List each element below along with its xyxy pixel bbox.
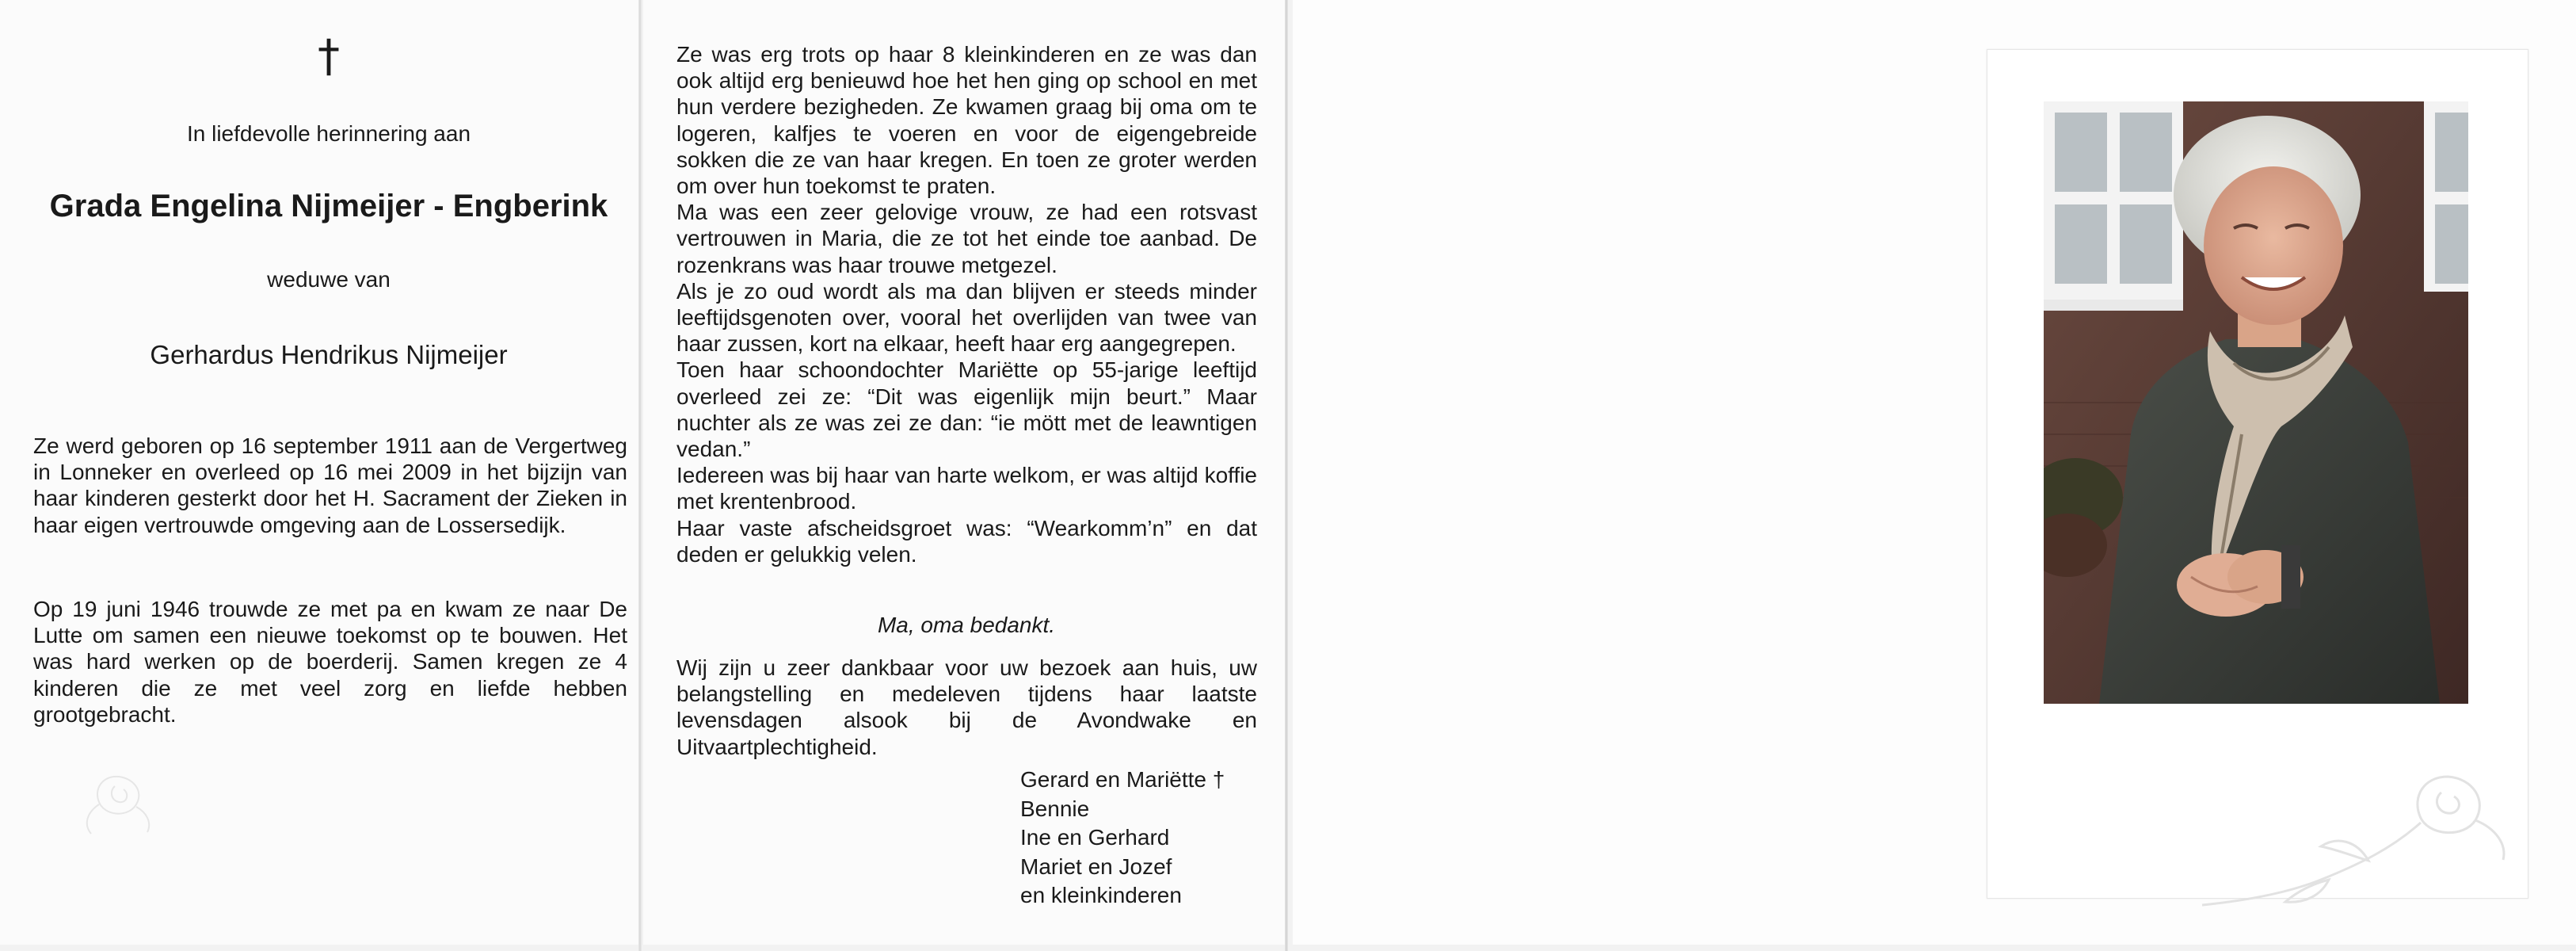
portrait-photo: [2044, 101, 2468, 704]
signer: Mariet en Jozef: [1020, 854, 1172, 879]
biography-paragraph: Toen haar schoondochter Mariëtte op 55-jarige leeftijd overleed zei ze: “Dit was eigenlijk mijn beurt.” Maar nuchter als ze was zei ze dan: “ie mött met de leawntigen vedan.”: [676, 357, 1257, 462]
signer: Gerard en Mariëtte †: [1020, 767, 1225, 792]
fold-line: [638, 0, 642, 951]
biography-paragraph: Iedereen was bij haar van harte welkom, er was altijd koffie met krentenbrood.: [676, 463, 1257, 514]
signers-list: [1020, 766, 1274, 911]
embossed-rose-icon: [71, 761, 166, 848]
biography-paragraph: Ma was een zeer gelovige vrouw, ze had een rotsvast vertrouwen in Maria, die ze tot het einde toe aanbad. De rozenkrans was haar trouwe metgezel.: [676, 200, 1257, 277]
widow-of-label: weduwe van: [267, 267, 391, 292]
biography-paragraph: Ze was erg trots op haar 8 kleinkinderen en ze was dan ook altijd erg benieuwd hoe het hen ging op school en met hun verdere bezigheden. Ze kwamen graag bij oma om te logeren, kalfjes te voeren en voor de eigengebreide sokken die ze van haar kregen. En toen ze groter werden om over hun toekomst te praten.: [676, 42, 1257, 199]
husband-name: Gerhardus Hendrikus Nijmeijer: [150, 340, 508, 369]
biography-paragraph: Haar vaste afscheidsgroet was: “Wearkomm’n” en dat deden er gelukkig velen.: [676, 515, 1257, 567]
biography-paragraph: Als je zo oud wordt als ma dan blijven er steeds minder leeftijdsgenoten over, vooral het overlijden van twee van haar zussen, kort na elkaar, heeft haar erg aangegrepen.: [676, 278, 1257, 357]
biography-paragraph: Op 19 juni 1946 trouwde ze met pa en kwam ze naar De Lutte om samen een nieuwe toekomst op te bouwen. Het was hard werken op de boerderij. Samen kregen ze 4 kinderen die ze met veel zorg en liefde hebben grootgebracht.: [33, 597, 627, 727]
intro-line: In liefdevolle herinnering aan: [186, 121, 471, 146]
signer: Bennie: [1020, 796, 1090, 821]
embossed-rose-icon: [2186, 761, 2535, 919]
thanks-line: Ma, oma bedankt.: [877, 613, 1056, 637]
signer: en kleinkinderen: [1020, 883, 1182, 907]
signer: Ine en Gerhard: [1020, 825, 1170, 850]
deceased-name: Grada Engelina Nijmeijer - Engberink: [49, 189, 608, 223]
cross-symbol: †: [318, 31, 340, 82]
biography-paragraph-group: [676, 41, 1257, 567]
biography-paragraph: Ze werd geboren op 16 september 1911 aan de Vergertweg in Lonneker en overleed op 16 mei 2009 in het bijzijn van haar kinderen gesterkt door het H. Sacrament der Zieken in haar eigen vertrouwde omgeving aan de Lossersedijk.: [33, 433, 627, 537]
gratitude-paragraph: Wij zijn u zeer dankbaar voor uw bezoek aan huis, uw belangstelling en medeleven tijdens haar laatste levensdagen alsook bij de Avondwake en Uitvaartplechtigheid.: [676, 655, 1257, 759]
fold-line: [1285, 0, 1288, 951]
portrait-image: [2044, 101, 2468, 704]
